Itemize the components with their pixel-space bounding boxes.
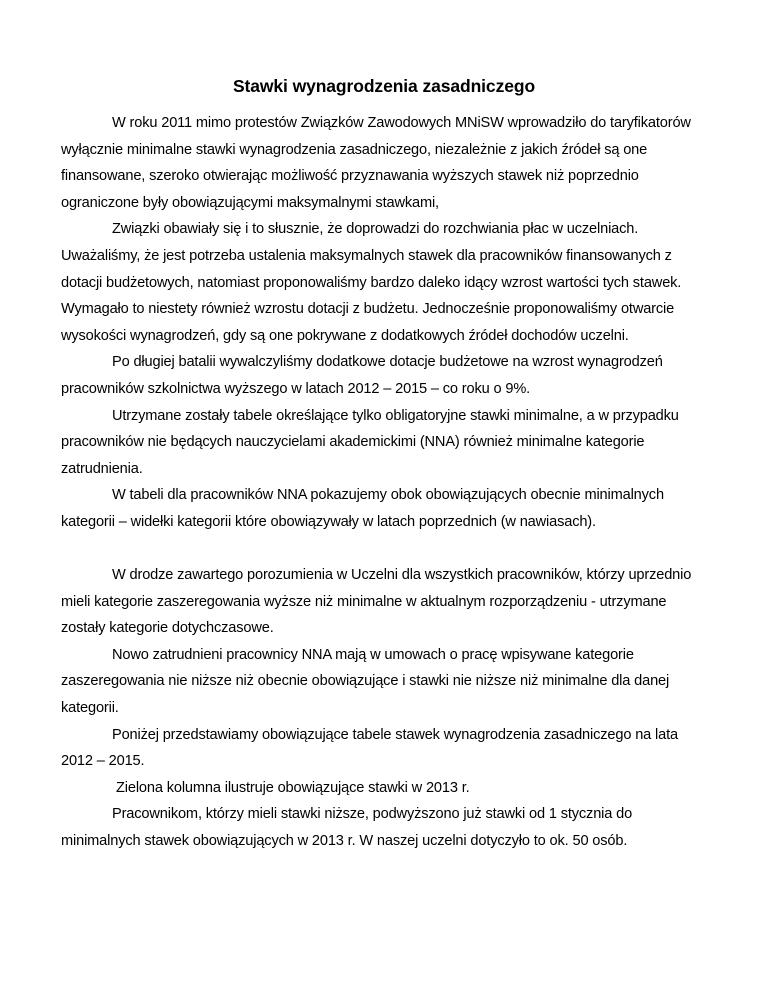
paragraph-6-line-2: mieli kategorie zaszeregowania wyższe niż minimalne w aktualnym rozporządzeniu - utrzymane <box>61 593 667 610</box>
paragraph-2-line-3: dotacji budżetowych, natomiast proponowaliśmy bardzo daleko idący wzrost wartości tych stawek. <box>61 274 682 291</box>
paragraph-7-line-1: Nowo zatrudnieni pracownicy NNA mają w umowach o pracę wpisywane kategorie <box>112 646 634 663</box>
paragraph-1-line-3: finansowane, szeroko otwierając możliwość przyznawania wyższych stawek niż poprzednio <box>61 168 639 185</box>
paragraph-2-line-1: Związki obawiały się i to słusznie, że doprowadzi do rozchwiania płac w uczelniach. <box>112 221 639 238</box>
paragraph-5-line-1: W tabeli dla pracowników NNA pokazujemy obok obowiązujących obecnie minimalnych <box>112 487 664 504</box>
paragraph-2-line-5: wysokości wynagrodzeń, gdy są one pokrywane z dodatkowych źródeł dochodów uczelni. <box>61 327 629 344</box>
paragraph-4-line-1: Utrzymane zostały tabele określające tylko obligatoryjne stawki minimalne, a w przypadku <box>112 407 679 424</box>
paragraph-2-line-2: Uważaliśmy, że jest potrzeba ustalenia maksymalnych stawek dla pracowników finansowanych z <box>61 247 672 264</box>
paragraph-4-line-3: zatrudnienia. <box>61 460 143 477</box>
paragraph-8-line-2: 2012 – 2015. <box>61 753 145 770</box>
paragraph-10-line-2: minimalnych stawek obowiązujących w 2013 r. W naszej uczelni dotyczyło to ok. 50 osób. <box>61 833 628 850</box>
paragraph-1-line-2: wyłącznie minimalne stawki wynagrodzenia zasadniczego, niezależnie z jakich źródeł są one <box>61 141 648 158</box>
paragraph-3-line-2: pracowników szkolnictwa wyższego w latach 2012 – 2015 – co roku o 9%. <box>61 380 531 397</box>
page-title: Stawki wynagrodzenia zasadniczego <box>232 76 536 96</box>
paragraph-2-line-4: Wymagało to niestety również wzrostu dotacji z budżetu. Jednocześnie proponowaliśmy otwarcie <box>61 301 675 318</box>
paragraph-6-line-3: zostały kategorie dotychczasowe. <box>61 620 274 637</box>
paragraph-5-line-2: kategorii – widełki kategorii które obowiązywały w latach poprzednich (w nawiasach). <box>61 513 596 530</box>
paragraph-spacer <box>61 536 721 563</box>
paragraph-7-line-3: kategorii. <box>61 700 119 717</box>
paragraph-6-line-1: W drodze zawartego porozumienia w Uczelni dla wszystkich pracowników, którzy uprzednio <box>112 567 692 584</box>
paragraph-4-line-2: pracowników nie będących nauczycielami akademickimi (NNA) również minimalne kategorie <box>61 434 645 451</box>
paragraph-10-line-1: Pracownikom, którzy mieli stawki niższe, podwyższono już stawki od 1 stycznia do <box>112 806 633 823</box>
paragraph-7-line-2: zaszeregowania nie niższe niż obecnie obowiązujące i stawki nie niższe niż minimalne dla danej <box>61 673 670 690</box>
paragraph-3-line-1: Po długiej batalii wywalczyliśmy dodatkowe dotacje budżetowe na wzrost wynagrodzeń <box>112 354 663 371</box>
document-body <box>61 110 721 855</box>
paragraph-8-line-1: Poniżej przedstawiamy obowiązujące tabele stawek wynagrodzenia zasadniczego na lata <box>112 726 678 743</box>
paragraph-1-line-1: W roku 2011 mimo protestów Związków Zawodowych MNiSW wprowadziło do taryfikatorów <box>112 115 691 131</box>
paragraph-9-line-1: Zielona kolumna ilustruje obowiązujące stawki w 2013 r. <box>116 779 470 796</box>
paragraph-1-line-4: ograniczone były obowiązującymi maksymalnymi stawkami, <box>61 194 439 211</box>
